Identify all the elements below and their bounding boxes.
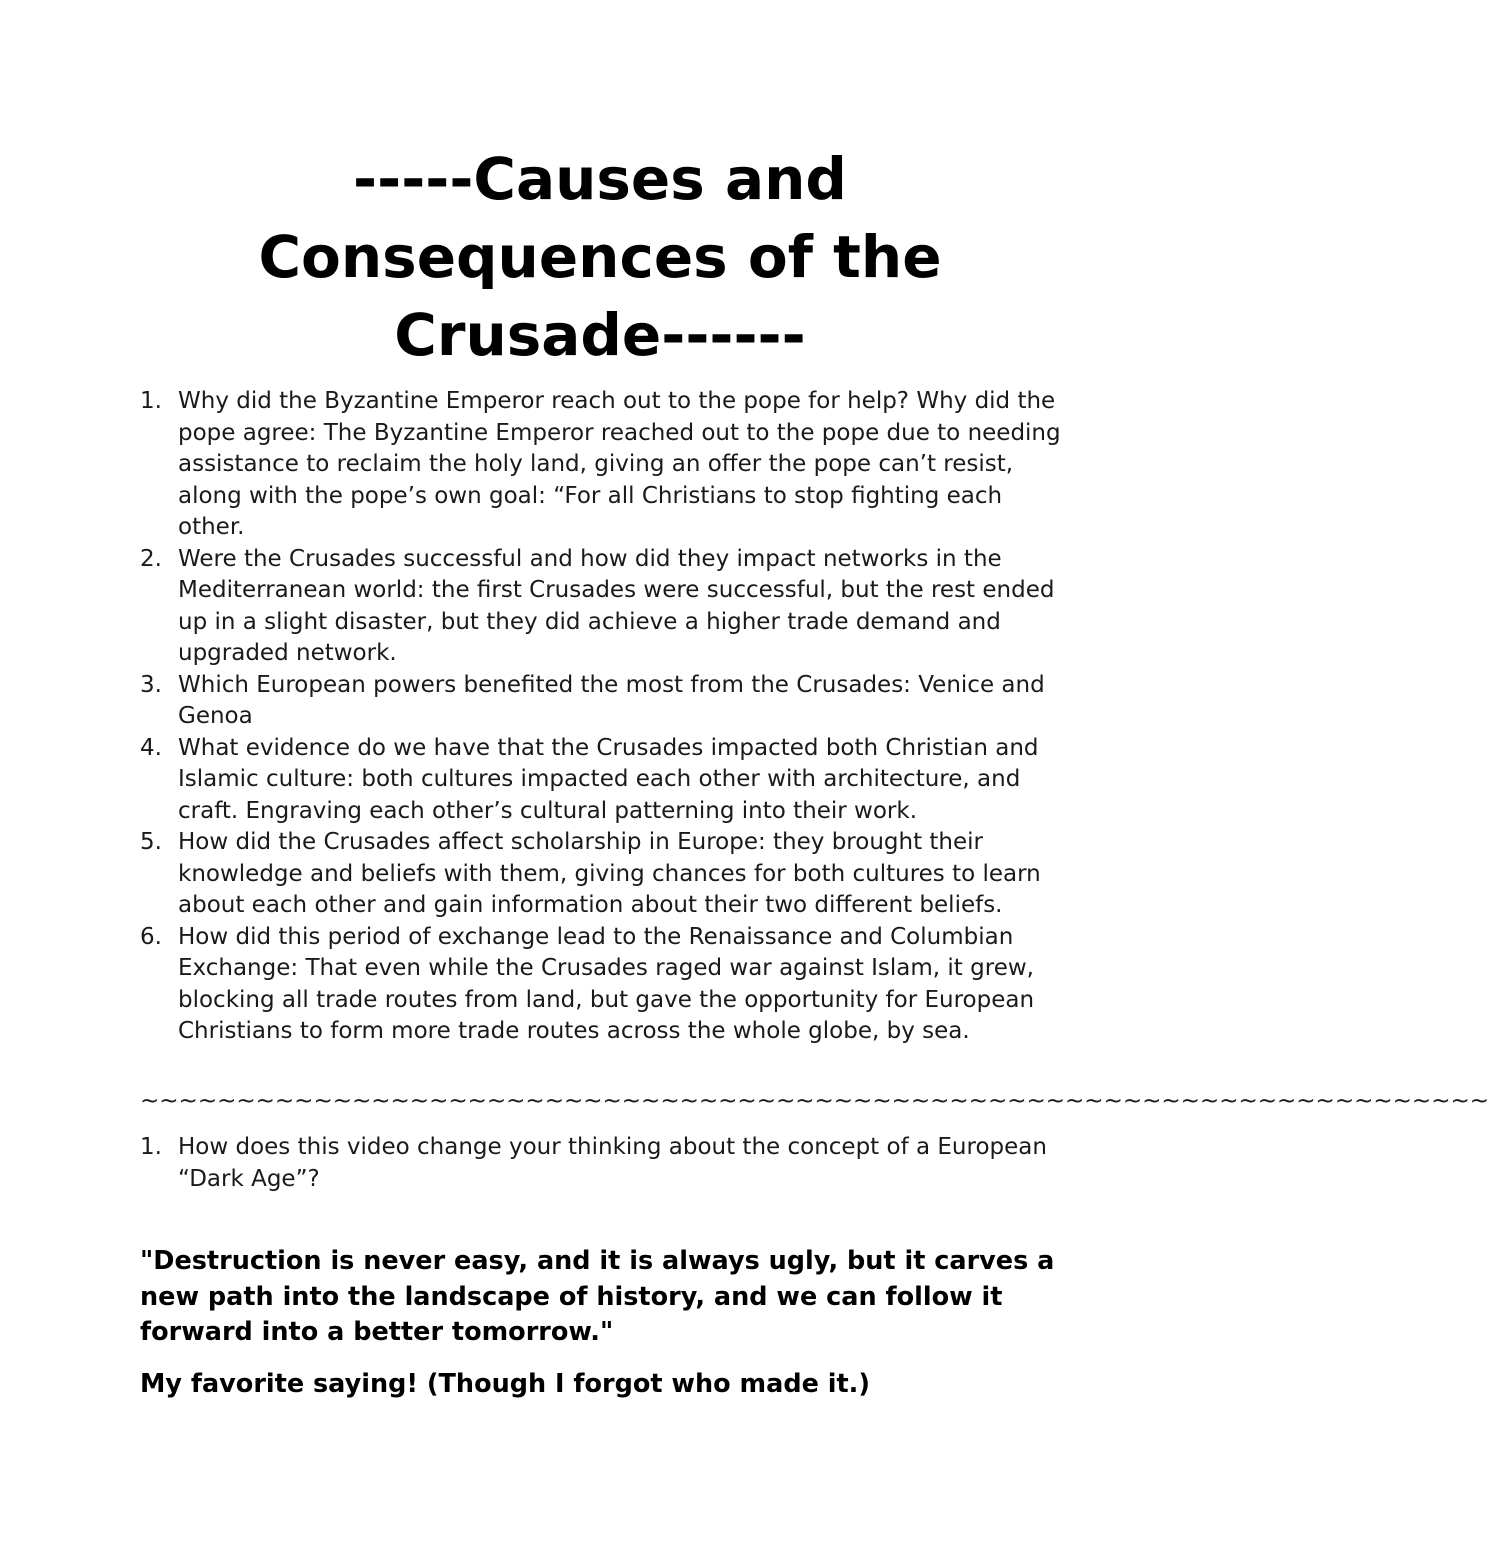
question-text: How does this video change your thinking about the concept of a European “Dark Age”? <box>178 1134 1047 1192</box>
question-item <box>140 386 1070 544</box>
question-text: How did the Crusades affect scholarship in Europe: they brought their knowledge and beliefs with them, giving chances for both cultures to learn about each other and gain information about their two different beliefs. <box>178 829 1041 918</box>
question-text: Were the Crusades successful and how did they impact networks in the Mediterranean world: the first Crusades were successful, but the rest ended up in a slight disaster, but they did achieve a higher trade demand and upgraded network. <box>178 545 1055 666</box>
question-number: 6. <box>140 923 162 950</box>
question-item <box>140 544 1070 670</box>
followup-question-list <box>140 1132 1070 1195</box>
question-number: 3. <box>140 671 162 698</box>
question-text: Why did the Byzantine Emperor reach out to the pope for help? Why did the pope agree: The Byzantine Emperor reached out to the pope due to needing assistance to reclaim the holy land, giving an offer the pope can’t resist, along with the pope’s own goal: “For all Christians to stop fighting each other. <box>178 388 1061 540</box>
tilde-separator: ~~~~~~~~~~~~~~~~~~~~~~~~~~~~~~~~~~~~~~~~~~~~~~~~~~~~~~~~~~~~~~~~~~~~~~ <box>140 1088 1489 1114</box>
favorite-saying-note: My favorite saying! (Though I forgot who made it.) <box>140 1369 871 1399</box>
question-item <box>140 733 1070 828</box>
question-item <box>140 922 1070 1048</box>
question-number: 5. <box>140 829 162 855</box>
closing-quote: "Destruction is never easy, and it is always ugly, but it carves a new path into the landscape of history, and we can follow it forward into a better tomorrow." <box>140 1246 1055 1347</box>
question-text: What evidence do we have that the Crusades impacted both Christian and Islamic culture: both cultures impacted each other with architecture, and craft. Engraving each other’s cultural patterning into their work. <box>178 734 1039 824</box>
question-number: 1. <box>140 1134 162 1160</box>
question-text: Which European powers benefited the most from the Crusades: Venice and Genoa <box>178 671 1045 729</box>
question-item <box>140 827 1070 922</box>
document-title: -----Causes and Consequences of the Crusade------ <box>258 145 942 369</box>
question-text: How did this period of exchange lead to the Renaissance and Columbian Exchange: That even while the Crusades raged war against Islam, it grew, blocking all trade routes from land, but gave the opportunity for European Christians to form more trade routes across the whole globe, by sea. <box>178 923 1035 1044</box>
question-number: 1. <box>140 388 162 414</box>
followup-question-item <box>140 1132 1070 1195</box>
question-item <box>140 670 1070 733</box>
question-list <box>140 386 1070 1048</box>
question-number: 2. <box>140 545 162 572</box>
question-number: 4. <box>140 734 162 761</box>
